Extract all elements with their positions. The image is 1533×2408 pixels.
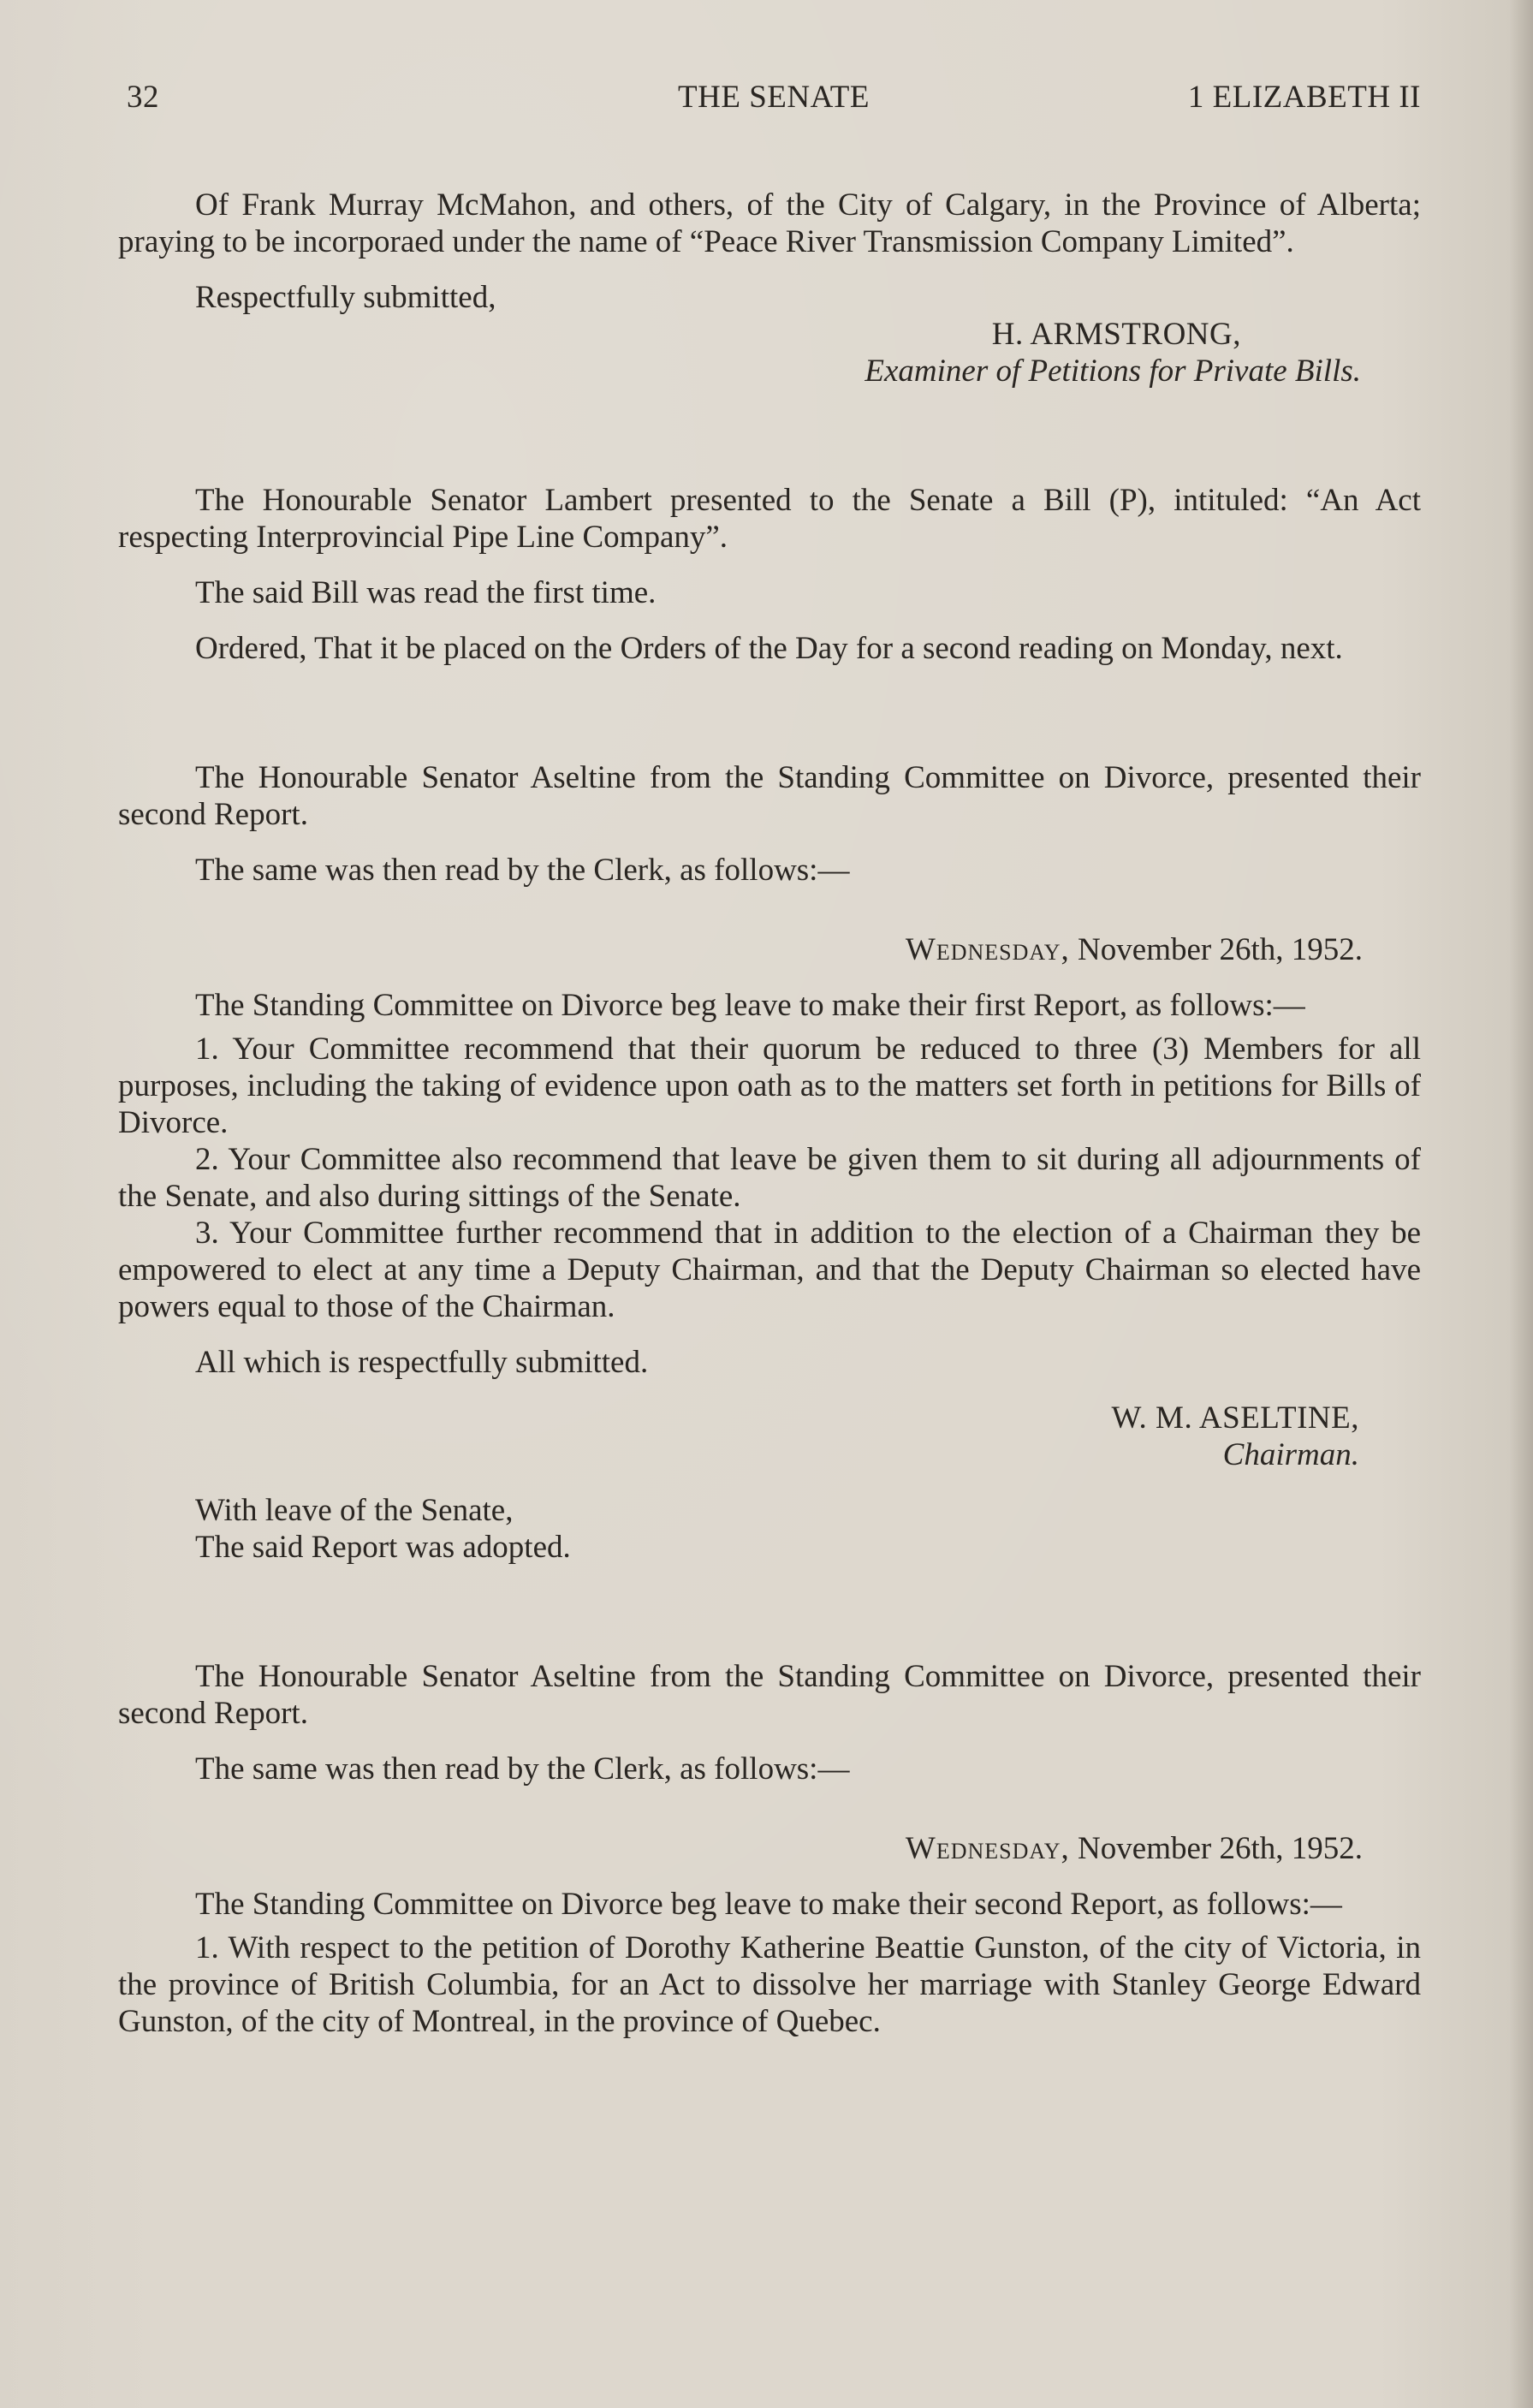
report-one-date-day: Wednesday, [905, 932, 1070, 967]
armstrong-signature [118, 316, 1421, 389]
report-two-dateline [118, 1830, 1363, 1867]
report-one-adopted-line: The said Report was adopted. [195, 1530, 571, 1565]
report-two-date-day: Wednesday, [905, 1831, 1070, 1866]
report-one-read: The same was then read by the Clerk, as follows:— [195, 853, 850, 888]
report-two-read: The same was then read by the Clerk, as follows:— [195, 1751, 850, 1787]
aseltine-signature [118, 1400, 1421, 1473]
signer-name: W. M. ASELTINE, [1111, 1400, 1359, 1436]
report-two-date-rest: November 26th, 1952. [1069, 1831, 1363, 1866]
page-body [118, 187, 1421, 2040]
page-header [127, 79, 1421, 123]
bill-order: Ordered, That it be placed on the Orders of the Day for a second reading on Monday, next. [195, 631, 1343, 666]
report-two-item-1: 1. With respect to the petition of Dorothy Katherine Beattie Gunston, of the city of Victoria, in the province of British Columbia, for an Act to dissolve her marriage with Stanley George Edward Gunston, of the city of Montreal, in the province of Quebec. [118, 1930, 1421, 2039]
report-one-date-rest: November 26th, 1952. [1069, 932, 1363, 967]
report-one-item-2: 2. Your Committee also recommend that leave be given them to sit during all adjournments of the Senate, and also during sittings of the Senate. [118, 1142, 1421, 1214]
report-one-closing: All which is respectfully submitted. [195, 1345, 649, 1380]
page-edge-shadow [1509, 0, 1533, 2408]
report-one-leave-line: With leave of the Senate, [195, 1493, 514, 1528]
petition-closing: Respectfully submitted, [195, 280, 496, 315]
report-one-intro: The Standing Committee on Divorce beg leave to make their first Report, as follows:— [195, 988, 1305, 1023]
petition-paragraph: Of Frank Murray McMahon, and others, of the City of Calgary, in the Province of Alberta; praying to be incorporaed under the name of “Peace River Transmission Company Limited”. [118, 187, 1421, 259]
report-one-dateline [118, 931, 1363, 968]
running-reign: 1 ELIZABETH II [1187, 80, 1421, 115]
report-one-item-1: 1. Your Committee recommend that their quorum be reduced to three (3) Members for all purposes, including the taking of evidence upon oath as to the matters set forth in petitions for Bills of Divorce. [118, 1032, 1421, 1140]
report-two-intro: The Standing Committee on Divorce beg leave to make their second Report, as follows:— [195, 1887, 1342, 1922]
bill-presentation: The Honourable Senator Lambert presented to the Senate a Bill (P), intituled: “An Act respecting Interprovincial Pipe Line Company”. [118, 483, 1421, 555]
signer-name: H. ARMSTRONG, [991, 317, 1241, 352]
running-title: THE SENATE [678, 80, 870, 115]
bill-first-reading: The said Bill was read the first time. [195, 575, 657, 610]
signer-title: Examiner of Petitions for Private Bills. [865, 354, 1361, 389]
report-two-presentation: The Honourable Senator Aseltine from the Standing Committee on Divorce, presented their second Report. [118, 1659, 1421, 1731]
report-one-item-3: 3. Your Committee further recommend that in addition to the election of a Chairman they be empowered to elect at any time a Deputy Chairman, and that the Deputy Chairman so elected have powers equal to those of the Chairman. [118, 1216, 1421, 1324]
report-one-presentation: The Honourable Senator Aseltine from the Standing Committee on Divorce, presented their second Report. [118, 760, 1421, 832]
page-number: 32 [127, 80, 159, 115]
signer-title: Chairman. [1222, 1437, 1359, 1472]
